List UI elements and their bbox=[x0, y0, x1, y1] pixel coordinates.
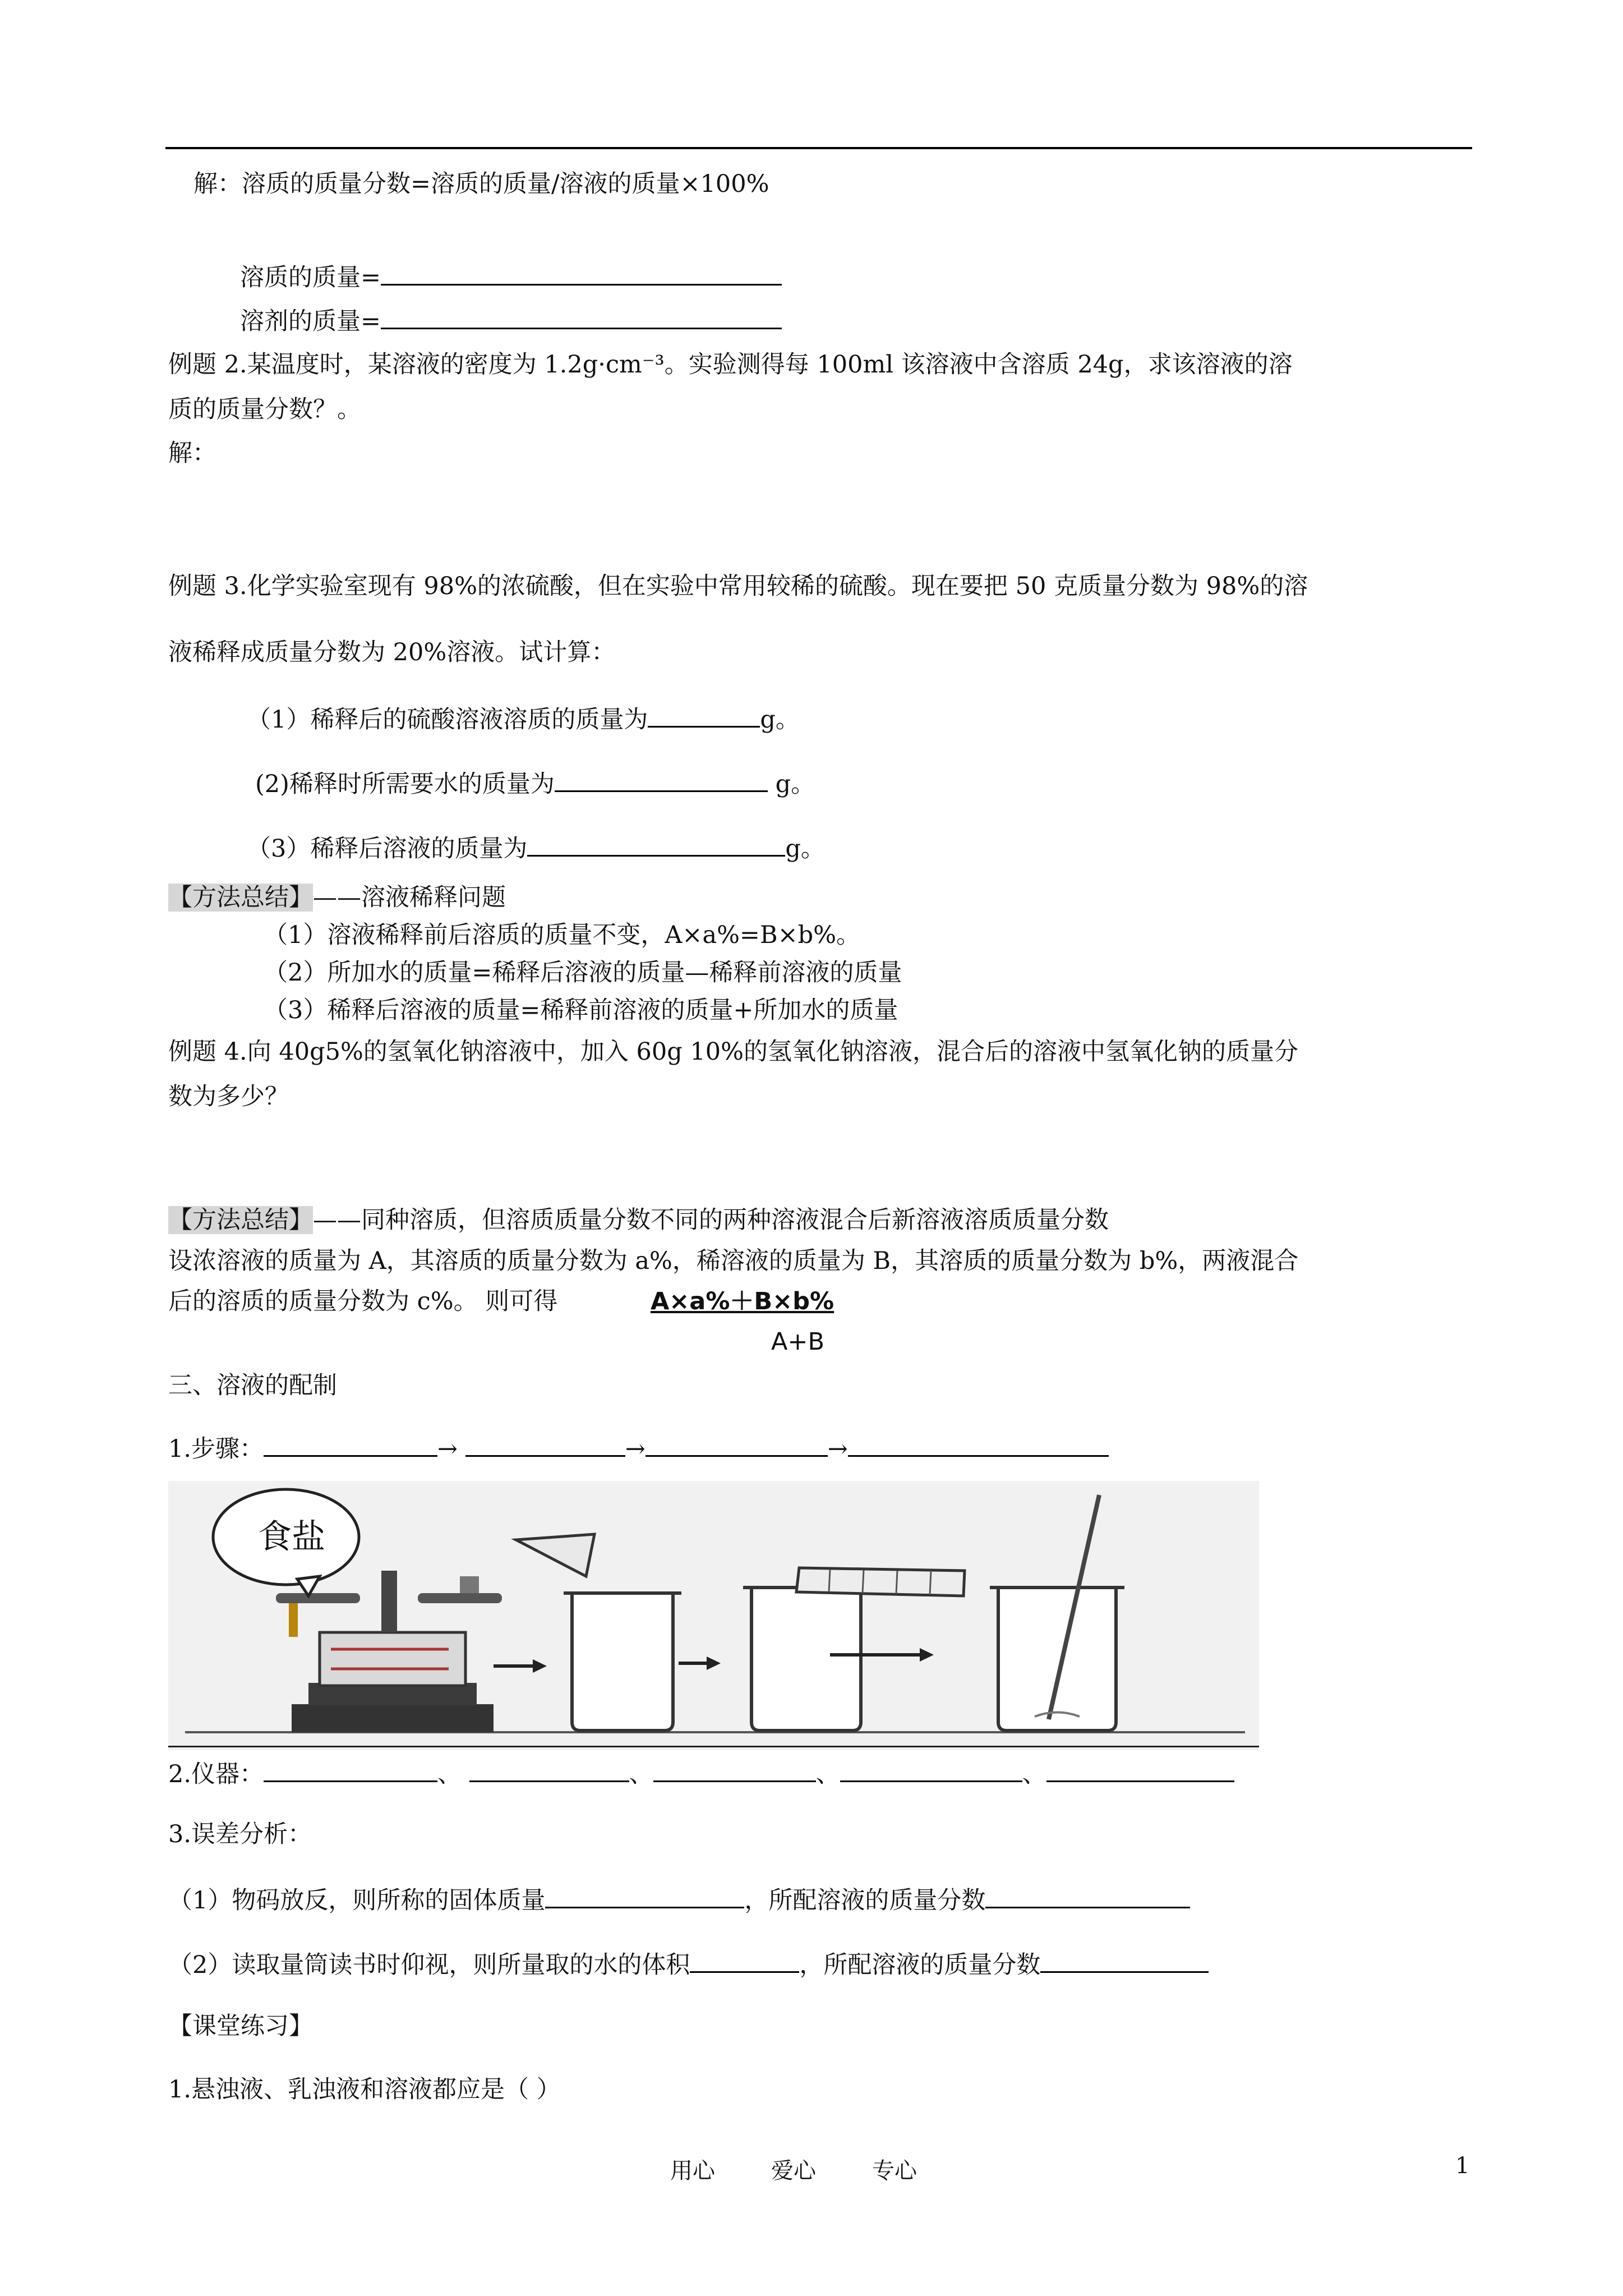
steps-label: 1.步骤： bbox=[168, 1435, 264, 1463]
method2-tag: 【方法总结】 bbox=[168, 1206, 313, 1234]
solvent-mass-blank[interactable] bbox=[381, 303, 782, 329]
step-blank-4[interactable] bbox=[848, 1430, 1109, 1457]
solute-mass-line bbox=[240, 259, 782, 295]
solute-mass-blank[interactable] bbox=[381, 259, 782, 286]
figure-bottom-rule bbox=[168, 1746, 1259, 1747]
method1-p2: （2）所加水的质量=稀释后溶液的质量—稀释前溶液的质量 bbox=[264, 959, 902, 987]
section3-heading: 三、溶液的配制 bbox=[168, 1372, 337, 1400]
example3-q3-text: （3）稀释后溶液的质量为 bbox=[247, 835, 528, 863]
example3-q1-blank[interactable] bbox=[648, 701, 760, 728]
error1-blank-2[interactable] bbox=[985, 1882, 1190, 1908]
step-blank-2[interactable] bbox=[465, 1430, 625, 1457]
instrument-blank-4[interactable] bbox=[840, 1756, 1022, 1782]
method2-line1: 设浓溶液的质量为 A，其溶质的质量分数为 a%，稀溶液的质量为 B，其溶质的质量分数为 b%，两液混合 bbox=[168, 1247, 1299, 1275]
footer-motto-2: 爱心 bbox=[771, 2158, 816, 2184]
step-arrow-1: → bbox=[437, 1435, 458, 1463]
method1-p3: （3）稀释后溶液的质量=稀释前溶液的质量+所加水的质量 bbox=[264, 996, 898, 1024]
instrument-sep-1: 、 bbox=[437, 1760, 462, 1788]
instrument-sep-2: 、 bbox=[629, 1760, 653, 1788]
steps-line bbox=[168, 1430, 1109, 1466]
error-analysis-label: 3.误差分析： bbox=[168, 1820, 312, 1848]
error2-blank-1[interactable] bbox=[690, 1947, 799, 1973]
instrument-sep-4: 、 bbox=[1022, 1760, 1046, 1788]
step-blank-3[interactable] bbox=[645, 1430, 828, 1457]
footer-motto-1: 用心 bbox=[670, 2158, 715, 2184]
instrument-blank-2[interactable] bbox=[469, 1756, 629, 1782]
example3-q2 bbox=[255, 766, 815, 801]
example3-q2-blank[interactable] bbox=[555, 766, 768, 792]
method2-line2 bbox=[168, 1285, 557, 1318]
practice-q1: 1.悬浊液、乳浊液和溶液都应是（ ） bbox=[168, 2076, 561, 2104]
step-arrow-2: → bbox=[625, 1435, 645, 1463]
instruments-label: 2.仪器： bbox=[168, 1760, 264, 1788]
example3-line2: 液稀释成质量分数为 20%溶液。试计算： bbox=[168, 638, 616, 666]
error1-text-a: （1）物码放反，则所称的固体质量 bbox=[168, 1887, 546, 1915]
method1-title: ——溶液稀释问题 bbox=[313, 884, 506, 912]
instrument-blank-1[interactable] bbox=[264, 1756, 437, 1782]
step-blank-1[interactable] bbox=[264, 1430, 437, 1457]
method2-title: ——同种溶质，但溶质质量分数不同的两种溶液混合后新溶液溶质质量分数 bbox=[313, 1206, 1109, 1234]
example3-q2-unit: g。 bbox=[767, 770, 815, 798]
error2-text-a: （2）读取量筒读书时仰视，则所量取的水的体积 bbox=[168, 1951, 690, 1979]
example3-q1-unit: g。 bbox=[760, 706, 800, 734]
formula-denominator: A+B bbox=[771, 1328, 824, 1356]
page-number: 1 bbox=[1455, 2153, 1470, 2179]
method1-p1: （1）溶液稀释前后溶质的质量不变，A×a%=B×b%。 bbox=[264, 921, 860, 949]
error2-text-b: ，所配溶液的质量分数 bbox=[799, 1951, 1041, 1979]
footer-motto-3: 专心 bbox=[872, 2158, 917, 2184]
error1-text-b: ，所配溶液的质量分数 bbox=[744, 1887, 986, 1915]
instrument-sep-3: 、 bbox=[815, 1760, 840, 1788]
example3-line1: 例题 3.化学实验室现有 98%的浓硫酸，但在实验中常用较稀的硫酸。现在要把 50 克质量分数为 98%的溶 bbox=[168, 572, 1308, 600]
example4-line2: 数为多少？ bbox=[168, 1083, 289, 1111]
solvent-mass-label: 溶剂的质量= bbox=[240, 307, 381, 335]
salt-label: 食盐 bbox=[258, 1517, 325, 1557]
beaker-icon-2 bbox=[743, 1588, 869, 1731]
solute-mass-label: 溶质的质量= bbox=[240, 264, 381, 292]
formula-numerator: A×a%＋B×b% bbox=[651, 1287, 834, 1315]
instruments-line bbox=[168, 1756, 1234, 1791]
example4-line1: 例题 4.向 40g5%的氢氧化钠溶液中，加入 60g 10%的氢氧化钠溶液，混合后的溶液中氢氧化钠的质量分 bbox=[168, 1038, 1298, 1066]
example3-q3 bbox=[247, 830, 825, 866]
example2-answer: 解： bbox=[168, 439, 216, 467]
practice-heading: 【课堂练习】 bbox=[168, 2012, 313, 2040]
method1-tag: 【方法总结】 bbox=[168, 884, 313, 912]
preparation-diagram-svg bbox=[168, 1481, 1259, 1750]
error-item-2 bbox=[168, 1947, 1209, 1982]
header-rule bbox=[165, 147, 1472, 149]
error1-blank-1[interactable] bbox=[545, 1882, 744, 1908]
error-item-1 bbox=[168, 1882, 1190, 1917]
example3-q3-blank[interactable] bbox=[527, 830, 785, 857]
graduated-cylinder-icon bbox=[796, 1568, 965, 1596]
preparation-diagram bbox=[168, 1481, 1259, 1750]
example2-line2: 质的质量分数？。 bbox=[168, 395, 361, 424]
error2-blank-2[interactable] bbox=[1040, 1947, 1209, 1973]
method2-heading bbox=[168, 1203, 1109, 1237]
example3-q1 bbox=[247, 701, 800, 737]
solvent-mass-line bbox=[240, 303, 782, 338]
example3-q2-text: (2)稀释时所需要水的质量为 bbox=[255, 770, 555, 798]
instrument-blank-3[interactable] bbox=[653, 1756, 816, 1782]
step-arrow-3: → bbox=[827, 1435, 848, 1463]
example3-q1-text: （1）稀释后的硫酸溶液溶质的质量为 bbox=[247, 706, 648, 734]
method2-line2-text: 后的溶质的质量分数为 c%。 则可得 bbox=[168, 1287, 558, 1315]
example2-line1: 例题 2.某温度时，某溶液的密度为 1.2g·cm⁻³。实验测得每 100ml 该溶液中含溶质 24g，求该溶液的溶 bbox=[168, 351, 1293, 379]
method1-heading bbox=[168, 881, 506, 914]
instrument-blank-5[interactable] bbox=[1046, 1756, 1234, 1782]
example3-q3-unit: g。 bbox=[785, 835, 825, 863]
solution-formula: 解：溶质的质量分数=溶质的质量/溶液的质量×100% bbox=[193, 170, 769, 198]
